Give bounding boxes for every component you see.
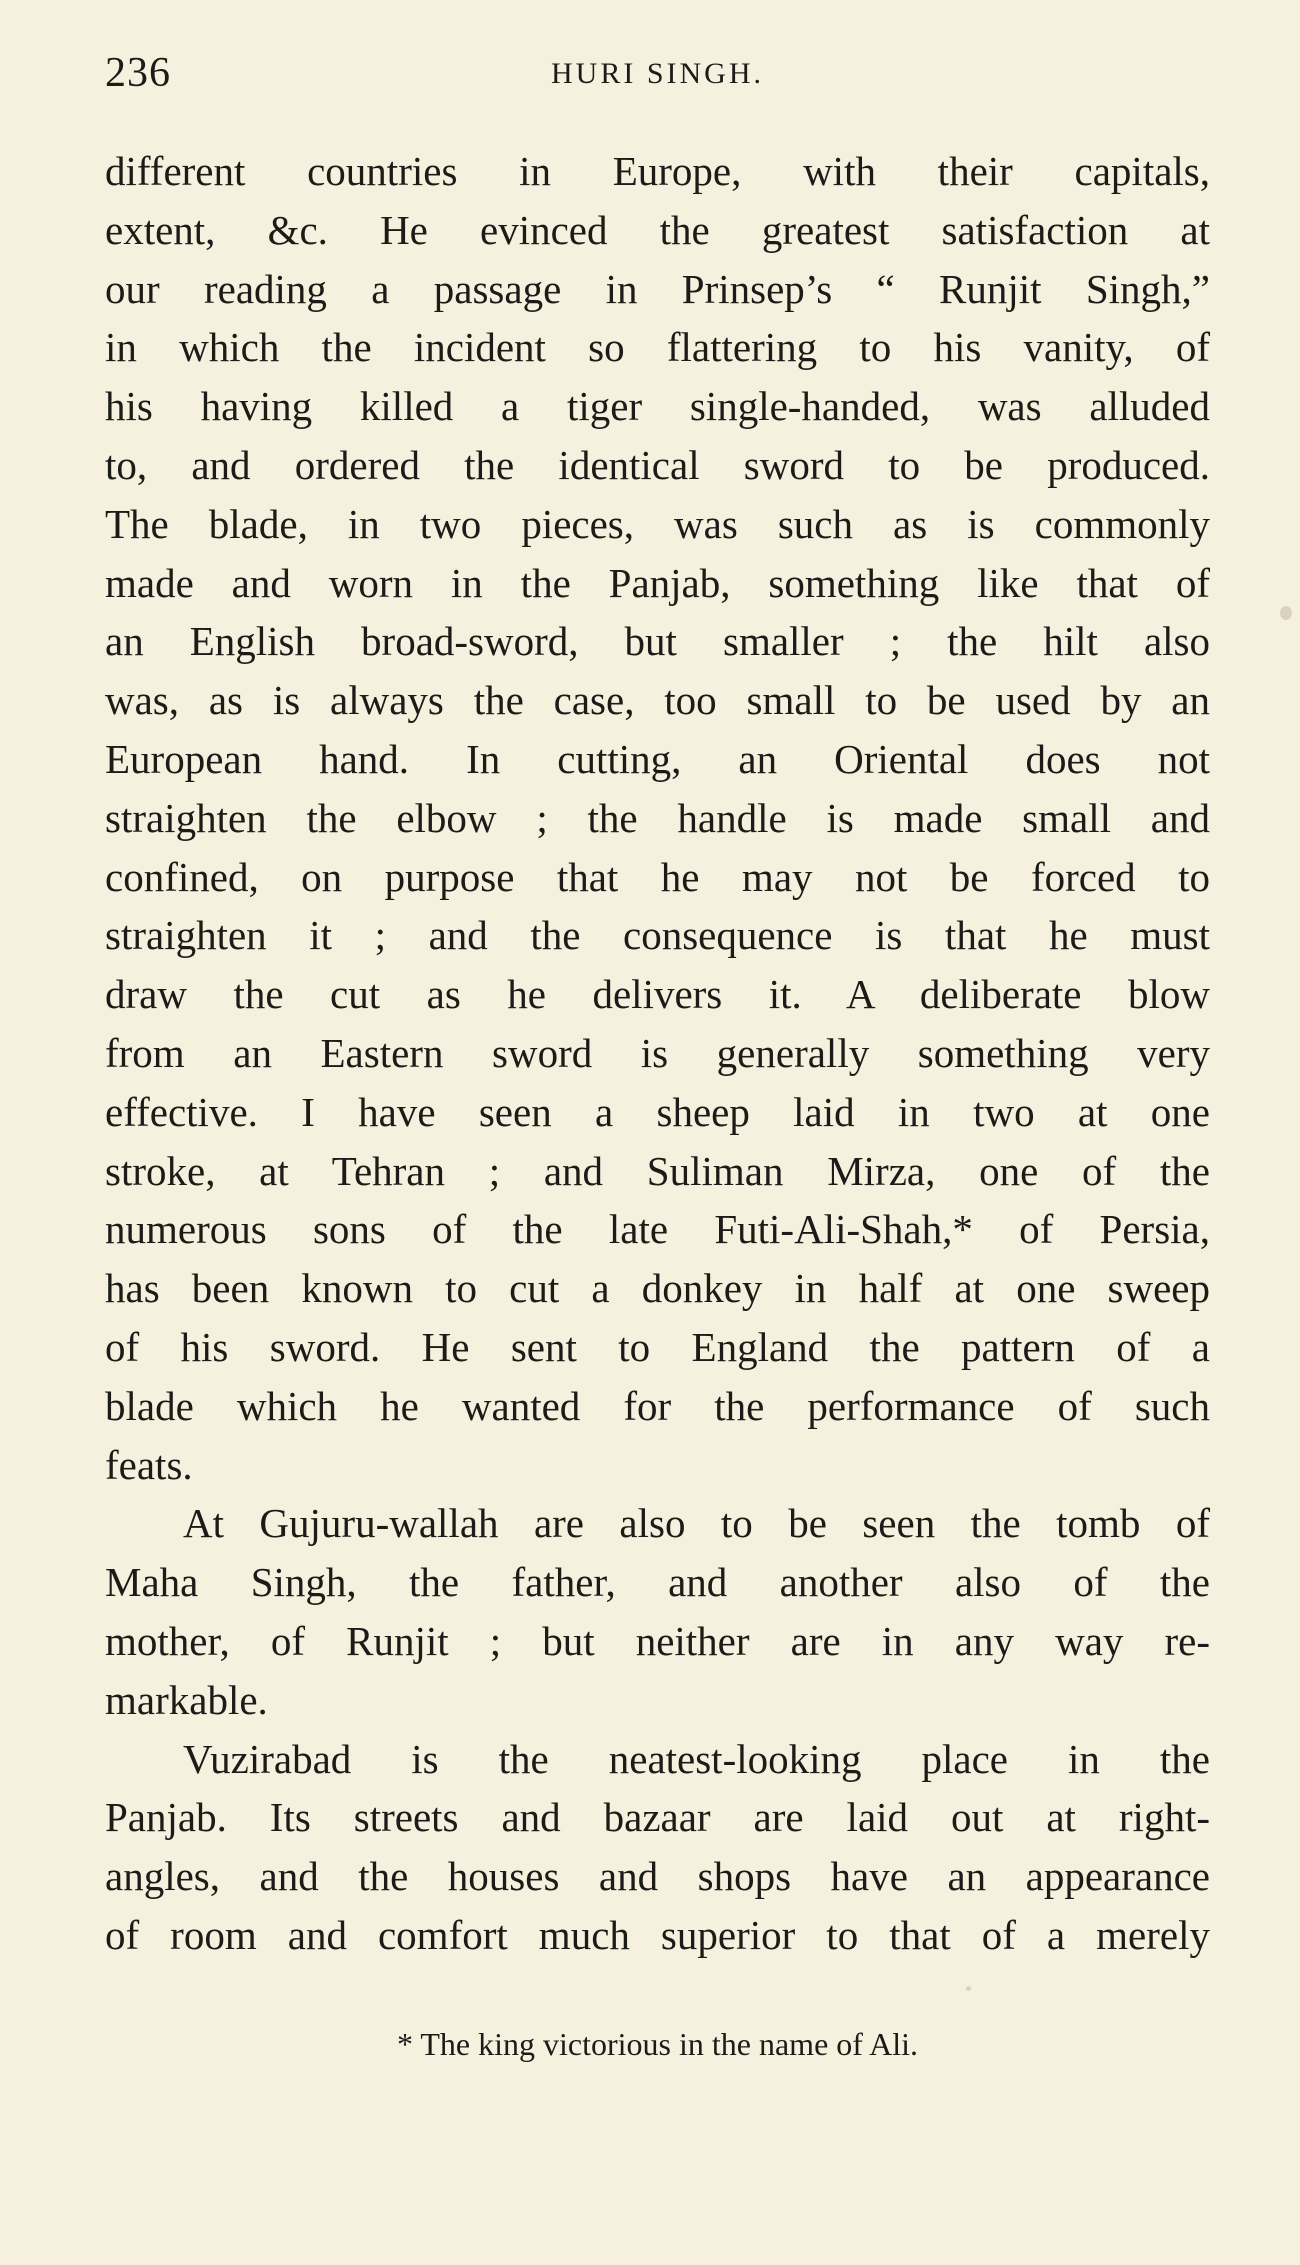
text-line: in which the incident so flattering to his vanity, of	[105, 324, 1210, 371]
text-line: stroke, at Tehran ; and Suliman Mirza, one of the	[105, 1147, 1210, 1194]
text-line: European hand. In cutting, an Oriental does not	[105, 735, 1210, 782]
paragraph-end-line: feats.	[105, 1441, 193, 1488]
page-number: 236	[105, 50, 171, 96]
text-line: confined, on purpose that he may not be forced to	[105, 853, 1210, 900]
text-line: mother, of Runjit ; but neither are in any way re-	[105, 1617, 1210, 1664]
paper-speck	[966, 1986, 971, 1991]
text-line: our reading a passage in Prinsep’s “ Runjit Singh,”	[105, 265, 1210, 312]
text-line: straighten the elbow ; the handle is made small and	[105, 794, 1210, 841]
text-line: straighten it ; and the consequence is that he must	[105, 912, 1210, 959]
text-line: an English broad-sword, but smaller ; the hilt also	[105, 618, 1210, 665]
text-line: from an Eastern sword is generally something very	[105, 1029, 1210, 1076]
text-line: numerous sons of the late Futi-Ali-Shah,* of Persia,	[105, 1206, 1210, 1253]
running-title: HURI SINGH.	[551, 57, 764, 90]
paragraph-start-line: Vuzirabad is the neatest-looking place in the	[183, 1735, 1210, 1782]
text-line: draw the cut as he delivers it. A deliberate blow	[105, 971, 1210, 1018]
paper-speck	[1280, 606, 1292, 620]
running-head	[105, 48, 1210, 98]
text-line: extent, &c. He evinced the greatest satisfaction at	[105, 206, 1210, 253]
text-line: angles, and the houses and shops have an appearance	[105, 1853, 1210, 1900]
text-line: Panjab. Its streets and bazaar are laid out at right-	[105, 1794, 1210, 1841]
paragraph-start-line: At Gujuru-wallah are also to be seen the tomb of	[183, 1500, 1210, 1547]
text-line: his having killed a tiger single-handed, was alluded	[105, 383, 1210, 430]
text-line: blade which he wanted for the performance of such	[105, 1382, 1210, 1429]
text-line: made and worn in the Panjab, something like that of	[105, 559, 1210, 606]
paragraph-end-line: markable.	[105, 1676, 268, 1723]
text-line: effective. I have seen a sheep laid in two at one	[105, 1088, 1210, 1135]
text-line: of room and comfort much superior to that of a merely	[105, 1911, 1210, 1958]
text-line: has been known to cut a donkey in half at one sweep	[105, 1265, 1210, 1312]
text-line: different countries in Europe, with their capitals,	[105, 148, 1210, 194]
text-line: Maha Singh, the father, and another also of the	[105, 1559, 1210, 1606]
text-line: of his sword. He sent to England the pattern of a	[105, 1323, 1210, 1370]
footnote: * The king victorious in the name of Ali.	[396, 2026, 919, 2062]
body-text	[105, 142, 1210, 1965]
text-line: was, as is always the case, too small to be used by an	[105, 677, 1210, 724]
text-line: to, and ordered the identical sword to be produced.	[105, 441, 1210, 488]
text-line: The blade, in two pieces, was such as is commonly	[105, 500, 1210, 547]
